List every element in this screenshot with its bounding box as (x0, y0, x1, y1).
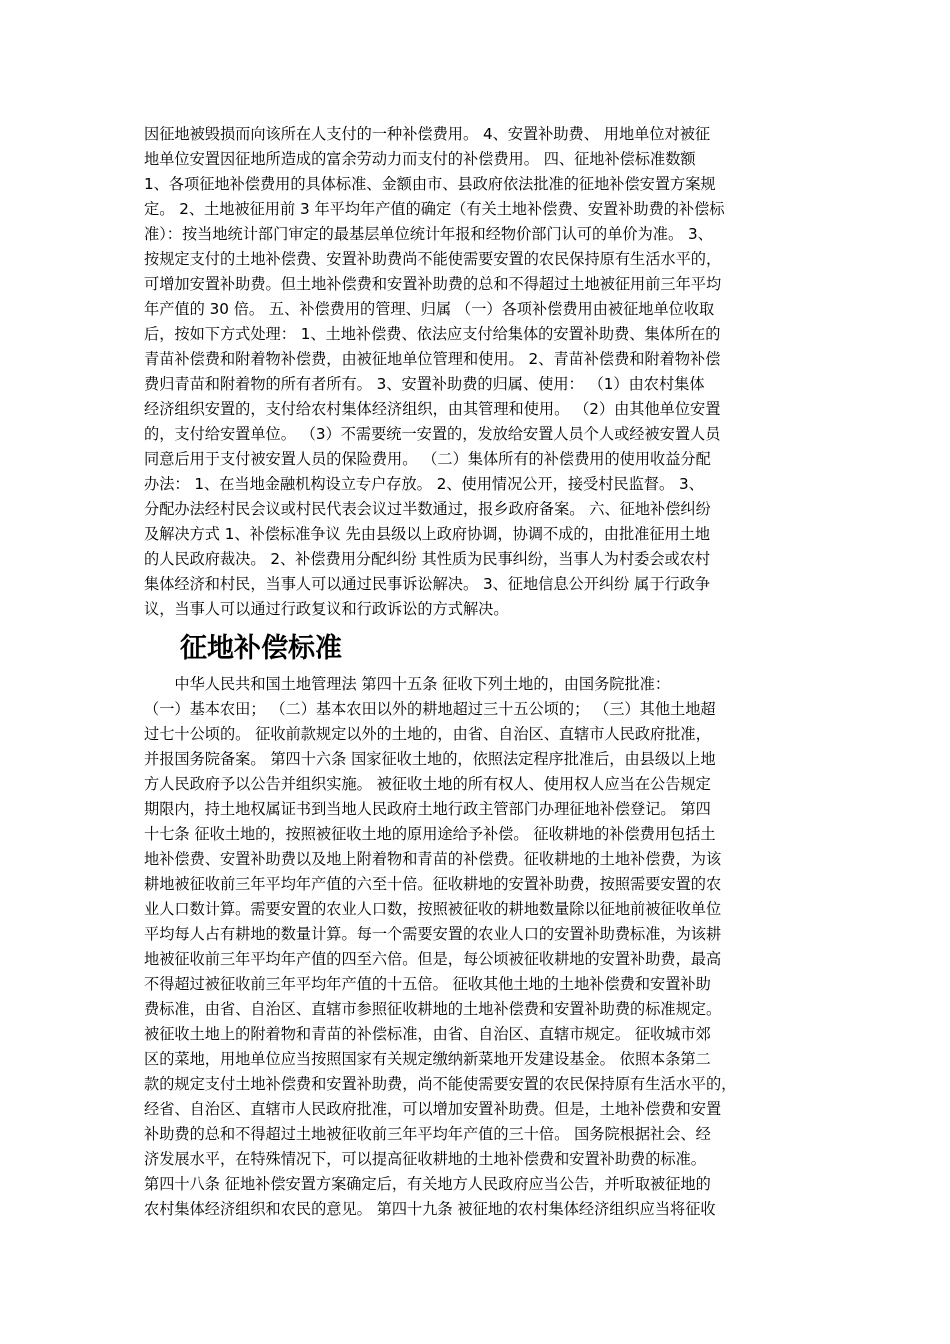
text-line: 及解决方式 1、补偿标准争议 先由县级以上政府协调，协调不成的，由批准征用土地 (144, 525, 711, 543)
text-line: 因征地被毁损而向该所在人支付的一种补偿费用。 4、安置补助费、 用地单位对被征 (144, 125, 711, 143)
text-line: 经省、自治区、直辖市人民政府批准，可以增加安置补助费。但是，土地补偿费和安置 (144, 1100, 722, 1118)
text-line: 地被征收前三年平均年产值的四至六倍。但是，每公顷被征收耕地的安置补助费，最高 (144, 950, 722, 968)
text-line: 十七条 征收土地的，按照被征收土地的原用途给予补偿。 征收耕地的补偿费用包括土 (144, 825, 716, 843)
text-line: 款的规定支付土地补偿费和安置补助费，尚不能使需要安置的农民保持原有生活水平的， (144, 1075, 737, 1093)
text-line: 议，当事人可以通过行政复议和行政诉讼的方式解决。 (144, 600, 509, 618)
text-line: 期限内，持土地权属证书到当地人民政府土地行政主管部门办理征地补偿登记。 第四 (144, 800, 711, 818)
text-line: 的人民政府裁决。 2、补偿费用分配纠纷 其性质为民事纠纷，当事人为村委会或农村 (144, 550, 711, 568)
text-line: 平均每人占有耕地的数量计算。每一个需要安置的农业人口的安置补助费标准，为该耕 (144, 925, 722, 943)
text-line: 不得超过被征收前三年平均年产值的十五倍。 征收其他土地的土地补偿费和安置补助 (144, 975, 711, 993)
text-line: 地单位安置因征地所造成的富余劳动力而支付的补偿费用。 四、征地补偿标准数额 (144, 150, 696, 168)
text-line: 区的菜地，用地单位应当按照国家有关规定缴纳新菜地开发建设基金。 依照本条第二 (144, 1050, 711, 1068)
text-line: 农村集体经济组织和农民的意见。 第四十九条 被征地的农村集体经济组织应当将征收 (144, 1200, 716, 1218)
text-line: 经济组织安置的，支付给农村集体经济组织，由其管理和使用。 （2）由其他单位安置 (144, 400, 721, 418)
text-line: 1、各项征地补偿费用的具体标准、金额由市、县政府依法批准的征地补偿安置方案规 (144, 175, 716, 193)
text-line: （一）基本农田； （二）基本农田以外的耕地超过三十五公顷的； （三）其他土地超 (144, 700, 716, 718)
text-line: 费归青苗和附着物的所有者所有。 3、安置补助费的归属、使用： （1）由农村集体 (144, 375, 705, 393)
text-line: 地补偿费、安置补助费以及地上附着物和青苗的补偿费。征收耕地的土地补偿费，为该 (144, 850, 722, 868)
text-line: 办法： 1、在当地金融机构设立专户存放。 2、使用情况公开，接受村民监督。 3、 (144, 475, 704, 493)
text-line: 被征收土地上的附着物和青苗的补偿标准，由省、自治区、直辖市规定。 征收城市郊 (144, 1025, 711, 1043)
text-line: 补助费的总和不得超过土地被征收前三年平均年产值的三十倍。 国务院根据社会、经 (144, 1125, 711, 1143)
text-line: 后，按如下方式处理： 1、土地补偿费、依法应支付给集体的安置补助费、集体所在的 (144, 325, 721, 343)
text-line: 定。 2、土地被征用前 3 年平均年产值的确定（有关土地补偿费、安置补助费的补偿标 (144, 200, 725, 218)
text-line: 并报国务院备案。 第四十六条 国家征收土地的，依照法定程序批准后，由县级以上地 (144, 750, 716, 768)
text-line: 业人口数计算。需要安置的农业人口数，按照被征收的耕地数量除以征地前被征收单位 (144, 900, 722, 918)
text-line: 中华人民共和国土地管理法 第四十五条 征收下列土地的，由国务院批准： (144, 675, 671, 693)
text-line: 方人民政府予以公告并组织实施。 被征收土地的所有权人、使用权人应当在公告规定 (144, 775, 711, 793)
text-line: 分配办法经村民会议或村民代表会议过半数通过，报乡政府备案。 六、征地补偿纠纷 (144, 500, 711, 518)
text-line: 青苗补偿费和附着物补偿费，由被征地单位管理和使用。 2、青苗补偿费和附着物补偿 (144, 350, 721, 368)
text-line: 年产值的 30 倍。 五、补偿费用的管理、归属 （一）各项补偿费用由被征地单位收取 (144, 300, 715, 318)
text-line: 费标准，由省、自治区、直辖市参照征收耕地的土地补偿费和安置补助费的标准规定。 (144, 1000, 722, 1018)
text-line: 按规定支付的土地补偿费、安置补助费尚不能使需要安置的农民保持原有生活水平的， (144, 250, 722, 268)
text-line: 集体经济和村民，当事人可以通过民事诉讼解决。 3、征地信息公开纠纷 属于行政争 (144, 575, 711, 593)
text-line: 同意后用于支付被安置人员的保险费用。 （二）集体所有的补偿费用的使用收益分配 (144, 450, 711, 468)
text-line: 耕地被征收前三年平均年产值的六至十倍。征收耕地的安置补助费，按照需要安置的农 (144, 875, 722, 893)
section-heading: 征地补偿标准 (180, 633, 342, 664)
text-line: 可增加安置补助费。但土地补偿费和安置补助费的总和不得超过土地被征用前三年平均 (144, 275, 722, 293)
text-line: 过七十公顷的。 征收前款规定以外的土地的，由省、自治区、直辖市人民政府批准， (144, 725, 711, 743)
text-line: 的，支付给安置单位。 （3）不需要统一安置的，发放给安置人员个人或经被安置人员 (144, 425, 721, 443)
text-line: 第四十八条 征地补偿安置方案确定后，有关地方人民政府应当公告，并听取被征地的 (144, 1175, 711, 1193)
text-line: 准）：按当地统计部门审定的最基层单位统计年报和经物价部门认可的单价为准。 3、 (144, 225, 713, 243)
text-line: 济发展水平，在特殊情况下，可以提高征收耕地的土地补偿费和安置补助费的标准。 (144, 1150, 706, 1168)
